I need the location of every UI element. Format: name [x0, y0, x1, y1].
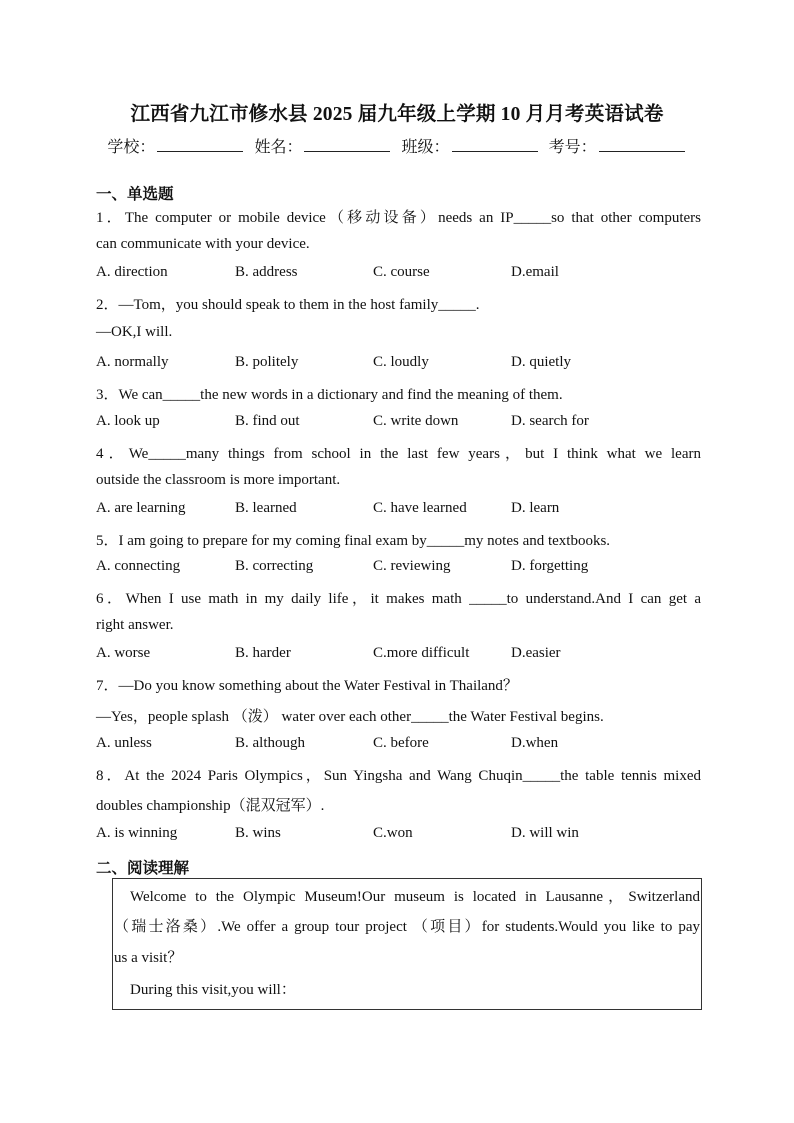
- question-2-line-2: —OK,I will.: [96, 324, 173, 340]
- question-4-line-2: outside the classroom is more important.: [96, 472, 341, 488]
- question-6-options: [96, 645, 701, 665]
- passage-line-1: Welcome to the Olympic Museum!Our museum is located in Lausanne，Switzerland: [130, 889, 700, 905]
- option-d[interactable]: D.easier: [511, 645, 561, 661]
- question-2-line-1: 2．—Tom，you should speak to them in the host family_____.: [96, 297, 480, 313]
- option-c[interactable]: C. have learned: [373, 500, 467, 516]
- option-a[interactable]: A. connecting: [96, 558, 181, 574]
- passage-line-4: During this visit,you will：: [130, 982, 296, 998]
- option-c[interactable]: C. loudly: [373, 354, 429, 370]
- option-d[interactable]: D. search for: [511, 413, 589, 429]
- option-b[interactable]: B. wins: [235, 825, 281, 841]
- question-4-options: [96, 500, 701, 520]
- option-d[interactable]: D. forgetting: [511, 558, 589, 574]
- question-2-options: [96, 354, 701, 374]
- question-5-options: [96, 558, 701, 578]
- class-label: 班级：: [401, 137, 450, 156]
- question-6-line-1: 6．When I use math in my daily life，it makes math _____to understand.And I can get a: [96, 591, 701, 607]
- option-a[interactable]: A. unless: [96, 735, 152, 751]
- option-c[interactable]: C. write down: [373, 413, 459, 429]
- question-7-options: [96, 735, 701, 755]
- option-b[interactable]: B. although: [235, 735, 305, 751]
- option-d[interactable]: D. learn: [511, 500, 560, 516]
- option-c[interactable]: C. reviewing: [373, 558, 451, 574]
- section-heading-reading: 二、阅读理解: [96, 859, 190, 877]
- question-1-options: [96, 264, 701, 284]
- option-a[interactable]: A. direction: [96, 264, 168, 280]
- number-label: 考号：: [548, 137, 597, 156]
- option-b[interactable]: B. learned: [235, 500, 297, 516]
- school-label: 学校：: [107, 137, 156, 156]
- option-c[interactable]: C.more difficult: [373, 645, 470, 661]
- question-1-line-1: 1．The computer or mobile device（移动设备）needs an IP_____so that other computers: [96, 210, 701, 226]
- question-5-line-1: 5．I am going to prepare for my coming final exam by_____my notes and textbooks.: [96, 533, 611, 549]
- option-b[interactable]: B. address: [235, 264, 298, 280]
- option-b[interactable]: B. correcting: [235, 558, 314, 574]
- passage-line-3: us a visit？: [114, 950, 183, 966]
- option-a[interactable]: A. are learning: [96, 500, 186, 516]
- option-b[interactable]: B. harder: [235, 645, 291, 661]
- option-d[interactable]: D. will win: [511, 825, 579, 841]
- student-info-line: [0, 134, 794, 157]
- exam-title: 江西省九江市修水县 2025 届九年级上学期 10 月月考英语试卷: [130, 104, 664, 125]
- option-d[interactable]: D.when: [511, 735, 559, 751]
- option-c[interactable]: C.won: [373, 825, 413, 841]
- question-8-options: [96, 825, 701, 845]
- name-label: 姓名：: [254, 137, 303, 156]
- question-7-line-2: —Yes，people splash （泼） water over each other_____the Water Festival begins.: [96, 709, 604, 725]
- option-c[interactable]: C. before: [373, 735, 429, 751]
- option-b[interactable]: B. politely: [235, 354, 299, 370]
- option-a[interactable]: A. normally: [96, 354, 169, 370]
- option-c[interactable]: C. course: [373, 264, 430, 280]
- question-1-line-2: can communicate with your device.: [96, 236, 310, 252]
- question-8-line-1: 8．At the 2024 Paris Olympics，Sun Yingsha and Wang Chuqin_____the table tennis mixed: [96, 768, 701, 784]
- option-a[interactable]: A. worse: [96, 645, 151, 661]
- question-4-line-1: 4．We_____many things from school in the last few years，but I think what we learn: [96, 446, 701, 462]
- section-heading-single-choice: 一、单选题: [96, 185, 174, 203]
- option-a[interactable]: A. is winning: [96, 825, 178, 841]
- question-6-line-2: right answer.: [96, 617, 174, 633]
- school-blank[interactable]: [157, 139, 243, 152]
- question-3-line-1: 3．We can_____the new words in a dictionary and find the meaning of them.: [96, 387, 563, 403]
- name-blank[interactable]: [304, 139, 390, 152]
- option-d[interactable]: D.email: [511, 264, 559, 280]
- option-a[interactable]: A. look up: [96, 413, 160, 429]
- class-blank[interactable]: [452, 139, 538, 152]
- option-d[interactable]: D. quietly: [511, 354, 571, 370]
- passage-line-2: （瑞士洛桑）.We offer a group tour project （项目）for students.Would you like to pay: [114, 919, 700, 935]
- question-8-line-2: doubles championship（混双冠军）.: [96, 798, 325, 814]
- question-3-options: [96, 413, 701, 433]
- option-b[interactable]: B. find out: [235, 413, 300, 429]
- question-7-line-1: 7．—Do you know something about the Water Festival in Thailand？: [96, 678, 518, 694]
- number-blank[interactable]: [599, 139, 685, 152]
